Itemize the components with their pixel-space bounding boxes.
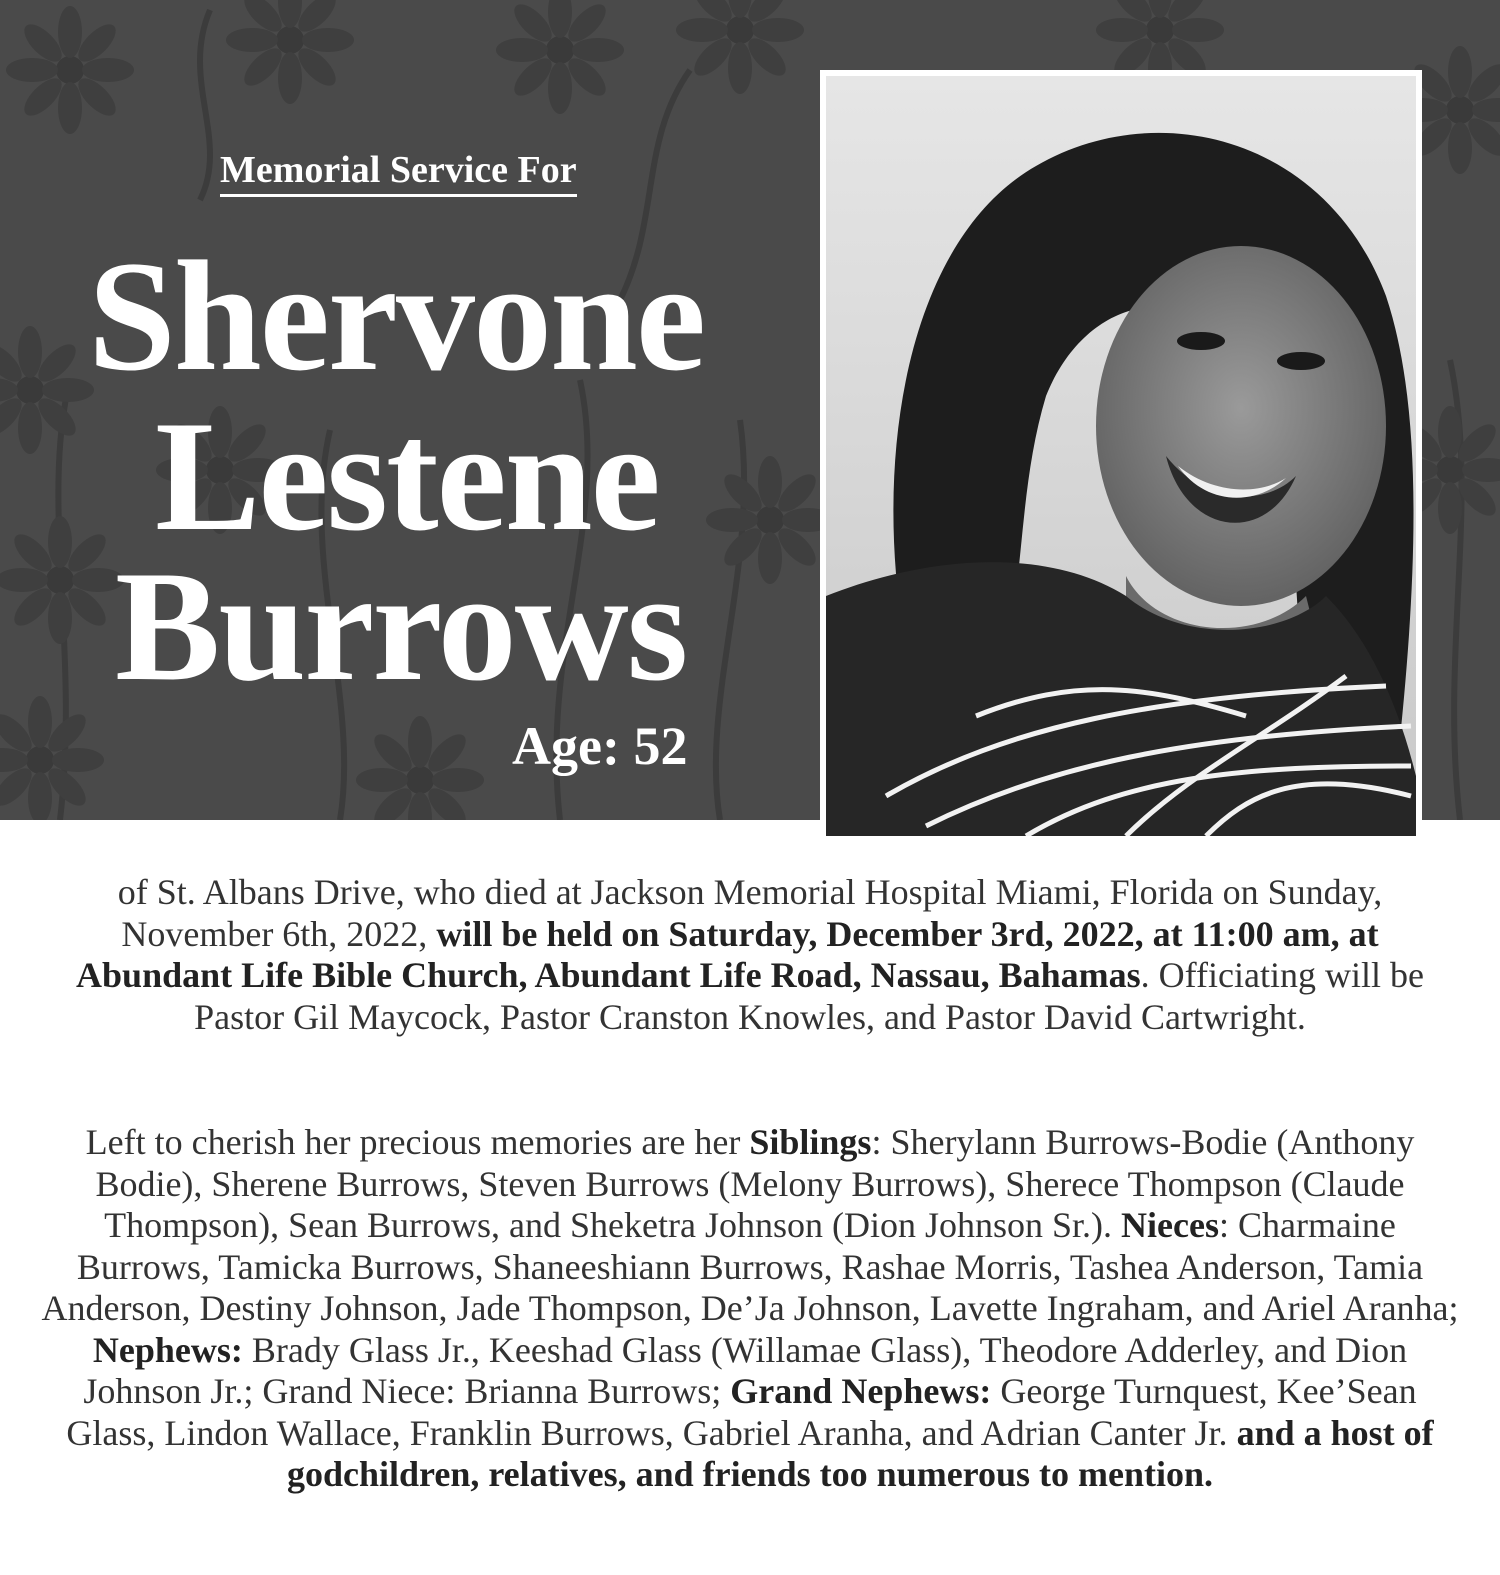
service-details-paragraph bbox=[40, 872, 1460, 1038]
survivors-intro-text: Left to cherish her precious memories are her bbox=[85, 1122, 750, 1162]
memorial-service-heading: Memorial Service For bbox=[220, 148, 577, 197]
portrait-photo bbox=[826, 76, 1416, 836]
deceased-last-name: Burrows bbox=[115, 539, 687, 714]
deceased-age: Age: 52 bbox=[512, 716, 688, 776]
nieces-label: Nieces bbox=[1121, 1205, 1219, 1245]
siblings-label: Siblings bbox=[749, 1122, 872, 1162]
portrait-frame bbox=[820, 70, 1422, 842]
deceased-first-name: Shervone bbox=[88, 229, 704, 404]
service-intro-text: of St. Albans Drive, who died at Jackson Memorial Hospital Miami, Florida on Sunday, November 6th, 2022, bbox=[117, 872, 1383, 954]
grand-nephews-list: George Turnquest, Kee’Sean Glass, Lindon Wallace, Franklin Burrows, Gabriel Aranha, and Adrian Canter Jr. bbox=[66, 1371, 1417, 1453]
nieces-list: : Charmaine Burrows, Tamicka Burrows, Shaneeshiann Burrows, Rashae Morris, Tashea Anderson, Tamia Anderson, Destiny Johnson, Jade Thompson, De’Ja Johnson, Lavette Ingraham, and Ariel Aranha; bbox=[41, 1205, 1459, 1328]
service-date-location: will be held on Saturday, December 3rd, 2022, at 11:00 am, at Abundant Life Bible Church, Abundant Life Road, Nassau, Bahamas bbox=[76, 913, 1379, 995]
grand-nephews-label: Grand Nephews: bbox=[730, 1371, 992, 1411]
nephews-list: Brady Glass Jr., Keeshad Glass (Willamae Glass), Theodore Adderley, and Dion Johnson Jr.; Grand Niece: Brianna Burrows; bbox=[83, 1329, 1408, 1411]
siblings-list: : Sherylann Burrows-Bodie (Anthony Bodie), Sherene Burrows, Steven Burrows (Melony Burrows), Sherece Thompson (Claude Thompson), Sean Burrows, and Sheketra Johnson (Dion Johnson Sr.). bbox=[95, 1122, 1415, 1245]
nephews-label: Nephews: bbox=[92, 1329, 243, 1370]
officiants-text: . Officiating will be Pastor Gil Maycock, Pastor Cranston Knowles, and Pastor David Cartwright. bbox=[194, 955, 1424, 1037]
survivors-paragraph bbox=[40, 1122, 1460, 1496]
deceased-middle-name: Lestene bbox=[155, 389, 659, 564]
closing-text: and a host of godchildren, relatives, and friends too numerous to mention. bbox=[286, 1412, 1434, 1494]
